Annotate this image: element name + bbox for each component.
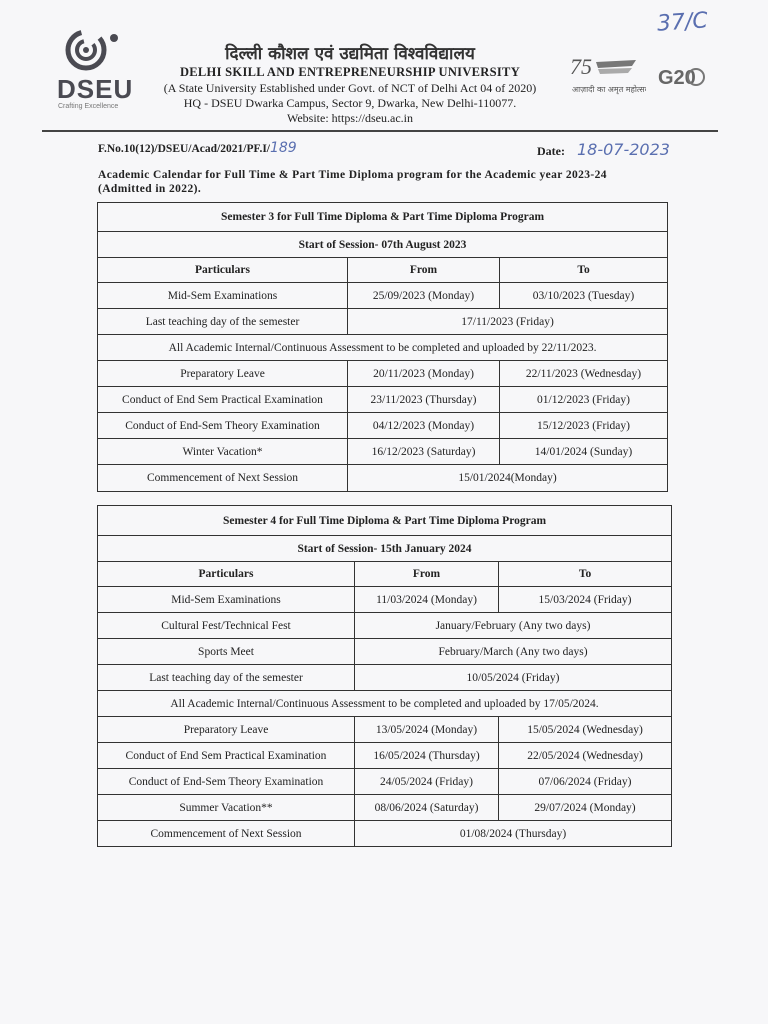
table-row xyxy=(98,232,668,258)
g20-emblem-icon xyxy=(656,60,706,100)
row-to: 14/01/2024 (Sunday) xyxy=(500,439,668,465)
column-header-particulars: Particulars xyxy=(98,258,348,283)
table-row xyxy=(98,361,668,387)
row-to: 15/05/2024 (Wednesday) xyxy=(499,717,672,743)
semester-4-table xyxy=(97,505,672,847)
row-from: 25/09/2023 (Monday) xyxy=(348,283,500,309)
dseu-logo-tagline: Crafting Excellence xyxy=(58,103,119,110)
table-row xyxy=(98,665,672,691)
table-header-row xyxy=(98,258,668,283)
row-label: Mid-Sem Examinations xyxy=(98,283,348,309)
university-name-english: DELHI SKILL AND ENTREPRENEURSHIP UNIVERSITY xyxy=(179,65,521,80)
row-from: 13/05/2024 (Monday) xyxy=(355,717,499,743)
row-value: 01/08/2024 (Thursday) xyxy=(355,821,672,847)
table-row xyxy=(98,465,668,492)
dseu-logo xyxy=(54,28,134,108)
column-header-from: From xyxy=(348,258,500,283)
row-value: February/March (Any two days) xyxy=(355,639,672,665)
handwritten-page-note: 37/C xyxy=(656,8,709,37)
table-row xyxy=(98,506,672,536)
calendar-intro: Academic Calendar for Full Time & Part Time Diploma program for the Academic year 2023-24 (Admitted in 2022). xyxy=(98,169,607,196)
row-label: Preparatory Leave xyxy=(98,717,355,743)
semester-4-title: Semester 4 for Full Time Diploma & Part Time Diploma Program xyxy=(98,506,672,536)
row-to: 03/10/2023 (Tuesday) xyxy=(500,283,668,309)
table-row xyxy=(98,769,672,795)
row-label: Last teaching day of the semester xyxy=(98,665,355,691)
document-date xyxy=(537,140,670,159)
dseu-emblem-icon xyxy=(54,28,134,78)
table-row xyxy=(98,613,672,639)
row-label: Sports Meet xyxy=(98,639,355,665)
column-header-to: To xyxy=(500,258,668,283)
row-from: 04/12/2023 (Monday) xyxy=(348,413,500,439)
handwritten-ref-number: 189 xyxy=(269,140,297,156)
semester-3-session-start: Start of Session- 07th August 2023 xyxy=(98,232,668,258)
row-label: Preparatory Leave xyxy=(98,361,348,387)
row-to: 07/06/2024 (Friday) xyxy=(499,769,672,795)
row-label: Summer Vacation** xyxy=(98,795,355,821)
handwritten-date: 18-07-2023 xyxy=(576,140,670,159)
date-label: Date: xyxy=(537,144,565,158)
assessment-note: All Academic Internal/Continuous Assessment to be completed and uploaded by 17/05/2024. xyxy=(98,691,672,717)
table-row xyxy=(98,639,672,665)
row-label: Conduct of End Sem Practical Examination xyxy=(98,387,348,413)
table-row xyxy=(98,587,672,613)
semester-3-table xyxy=(97,202,668,492)
row-from: 23/11/2023 (Thursday) xyxy=(348,387,500,413)
table-row xyxy=(98,795,672,821)
file-number xyxy=(98,140,297,156)
row-from: 08/06/2024 (Saturday) xyxy=(355,795,499,821)
table-row xyxy=(98,536,672,562)
semester-3-title: Semester 3 for Full Time Diploma & Part Time Diploma Program xyxy=(98,203,668,232)
column-header-from: From xyxy=(355,562,499,587)
row-value: 15/01/2024(Monday) xyxy=(348,465,668,492)
table-row xyxy=(98,309,668,335)
table-row xyxy=(98,821,672,847)
row-value: 17/11/2023 (Friday) xyxy=(348,309,668,335)
table-row xyxy=(98,283,668,309)
row-to: 29/07/2024 (Monday) xyxy=(499,795,672,821)
assessment-note: All Academic Internal/Continuous Assessment to be completed and uploaded by 22/11/2023. xyxy=(98,335,668,361)
university-status-line: (A State University Established under Govt. of NCT of Delhi Act 04 of 2020) xyxy=(163,80,537,95)
column-header-particulars: Particulars xyxy=(98,562,355,587)
row-label: Last teaching day of the semester xyxy=(98,309,348,335)
university-name-hindi: दिल्ली कौशल एवं उद्यमिता विश्वविद्यालय xyxy=(225,44,475,64)
g20-logo xyxy=(656,60,706,100)
azadi-ka-amrit-mahotsav-logo xyxy=(566,52,646,102)
university-website-line: Website: https://dseu.ac.in xyxy=(286,110,413,125)
table-row xyxy=(98,335,668,361)
letterhead xyxy=(140,44,560,126)
row-label: Cultural Fest/Technical Fest xyxy=(98,613,355,639)
row-to: 01/12/2023 (Friday) xyxy=(500,387,668,413)
row-to: 15/03/2024 (Friday) xyxy=(499,587,672,613)
table-row xyxy=(98,743,672,769)
dseu-logo-wordmark: DSEU xyxy=(57,74,134,104)
table-row xyxy=(98,717,672,743)
table-row xyxy=(98,387,668,413)
row-label: Commencement of Next Session xyxy=(98,465,348,492)
g20-wordmark: G20 xyxy=(658,67,696,89)
table-row xyxy=(98,203,668,232)
row-from: 20/11/2023 (Monday) xyxy=(348,361,500,387)
row-from: 16/12/2023 (Saturday) xyxy=(348,439,500,465)
row-from: 24/05/2024 (Friday) xyxy=(355,769,499,795)
university-address-line: HQ - DSEU Dwarka Campus, Sector 9, Dwarka, New Delhi-110077. xyxy=(183,95,517,110)
table-row xyxy=(98,439,668,465)
row-label: Winter Vacation* xyxy=(98,439,348,465)
row-label: Commencement of Next Session xyxy=(98,821,355,847)
row-label: Conduct of End Sem Practical Examination xyxy=(98,743,355,769)
row-to: 22/05/2024 (Wednesday) xyxy=(499,743,672,769)
row-from: 11/03/2024 (Monday) xyxy=(355,587,499,613)
row-to: 22/11/2023 (Wednesday) xyxy=(500,361,668,387)
row-value: 10/05/2024 (Friday) xyxy=(355,665,672,691)
row-label: Conduct of End-Sem Theory Examination xyxy=(98,413,348,439)
row-label: Mid-Sem Examinations xyxy=(98,587,355,613)
azadi-caption: आज़ादी का अमृत महोत्सव xyxy=(572,85,646,94)
header-divider xyxy=(42,130,718,132)
row-from: 16/05/2024 (Thursday) xyxy=(355,743,499,769)
column-header-to: To xyxy=(499,562,672,587)
table-row xyxy=(98,413,668,439)
row-to: 15/12/2023 (Friday) xyxy=(500,413,668,439)
row-label: Conduct of End-Sem Theory Examination xyxy=(98,769,355,795)
semester-4-session-start: Start of Session- 15th January 2024 xyxy=(98,536,672,562)
file-number-text: F.No.10(12)/DSEU/Acad/2021/PF.I/ xyxy=(98,143,270,155)
azadi-emblem-icon xyxy=(566,52,646,102)
row-value: January/February (Any two days) xyxy=(355,613,672,639)
svg-text:75: 75 xyxy=(570,54,592,79)
table-header-row xyxy=(98,562,672,587)
table-row xyxy=(98,691,672,717)
